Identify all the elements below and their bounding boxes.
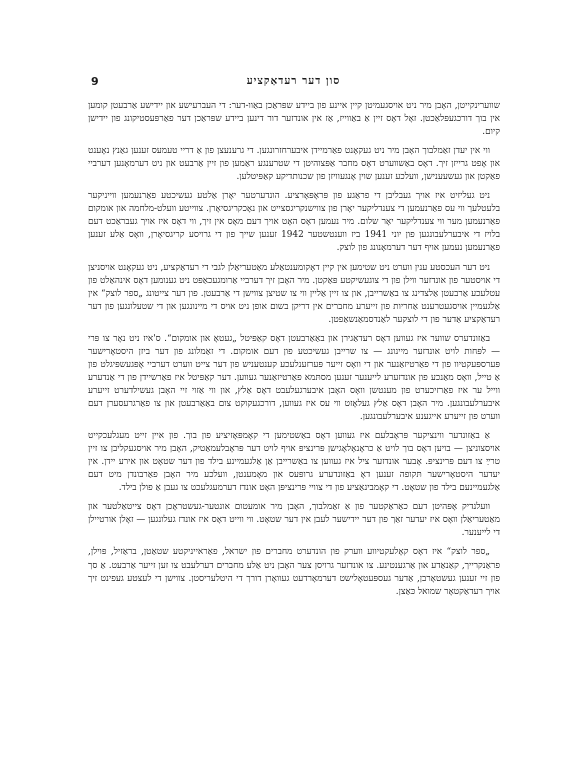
paragraph: ווי אין יעדן זאַמלבוך האָבן מיר ניט געקאָנט פאַרמיידן איבערחזרונגען. די גרענעצן פון אַ דריי טעמעס זענען גאַנץ נאָענט און אָפט גרייזן זיך. דאָס באַשווערט דאָס מחבר אַפּצוהיטן די שטרענגע ראַמען פון זיין אַרבעט און ניט דערמאָנען דערביי פאַקטן און געשעענישן, וועלכע זענען שוין אָנגעוויזן פון שכנותדיקע קאַפּיטלען. xyxy=(88,146,500,183)
paragraph: שווערינקייטן, האָבן מיר ניט אויסגעמיטן קיין איינע פון ביידע שפּראַכן באַוו-דער: די העברעישע און יידישע אַרבעטן קומען אין בוך דורכגעפּלאַכטן. זאָל דאָס זיין אַ באַווייז, אַז אין אונדזער דור דינען ביידע שפּראַכן דער פאַרפּעסטיקונג פון יידישן קיום. xyxy=(88,101,500,138)
running-head: סון דער רעדאַקציע xyxy=(246,75,341,87)
paragraph: „ספר לוצק“ איז דאָס קאָלעקטיווע ווערק פון הונדערט מחברים פון ישראל, פאַראייניקטע שטאַטן, בראַזיל, פּוילן, פראַנקרייך, קאַנאַדע און אַרגענטינע. צו אונדזער גרויסן צער האָבן ניט אַלע מחברים דערלעבט צו זען זייער אַרבעט. אַ סך פון זיי זענען געשטאָרבן, אַדער געספּעטאָלישט דערמאָרדעט געוואָרן דורך די היטלעריסטן. צווישן די לעצטע געפינט זיך אויך רעדאַקטאָר שמואל כּאַצן. xyxy=(88,547,500,597)
body-text xyxy=(88,100,500,605)
paragraph: אַ באַזונדער ווינציקער פּראָבלעם איז געווען דאָס באַשטימען די קאָמפּאָזיציע פון בוך. פון איין זייט מעגלעכקייט אויסצוניצן — בויען דאָס בוך לויט אַ כראָנאָלאָגישן פּרינציפּ אויף לויט דער פּראָבלעמאַטיק, האָבן מיר אויסגעקליבן צו זיין טרײַ צו דעם פּרינציפּ. אָבער אונדזער ציל איז געווען צו באַשרייבן אַן אַלגעמיינע בילד פון דער שטאָט און אירע יידן. אין יעדער היסטאָרישער תּקופה זענען דאָ באַזונדערע גרופּעס און מאָמענטן, וועלכע מיר האָבן פאַרבונדן מיט דעם אַלגעמיינעם בילד פון שטאָט. די קאָמבינאַציע פון די צוויי פּרינציפּן האָט אונדז דערמעגלעכט צו געבן אַ פולן בילד. xyxy=(88,431,500,494)
paragraph: באַזונדערס שווער איז געווען דאָס רעדאַגירן און באַאַרבעטן דאָס קאַפּיטל „געטאָ און אומקום“. ס'איז ניט נאָר צו פּרי — לפּחות לויט אונדזער מיינונג — צו שרייבן געשיכטע פון דעם אומקום. די זאַמלונג פון דער ביזן היסטאָרישער פּערספּעקטיוו פון די פאַרטיזאַנער און די וואָס זייער פּערזענלעכע קענטעניש פון דער צייט ווערט דערביי אָפּגעשפּיגלט פון אַ טייל, וואָס מאַנכע פון אונדזערע לייענער זענען מסתּמא פאַרטיזאַנער געווען. דער קאַפּיטל איז פאַרשיידן פון די אַנדערע ווייל ער איז פאַרזיכערט פון מענטשן וואָס האָבן איבערגעלעבט דאָס אַלץ, און ווי אַזוי זיי האָבן געשילדערט זייערע איבערלעבונגען. מיר האָבן דאָס אַלץ געלאָזט ווי עס איז געווען, דורכגעקוקט צום באַאַרבעטן און צו פאַרגרעסערן דעם ווערט פון זייערע אייגענע איבערלעבונגען. xyxy=(88,333,500,423)
paragraph: ניט דער העכסטע ענין ווערט ניט שטימען אין קיין דאָקומענטאַלע מאַטעריאַלן לגבי די רעדאַקציע, ניט געקאָנט אויסניצן די אויסטער פון אונדזער ווילן פון די צוגעשיקטע פּאַקטן. מיר האָבן זיך דערביי אַרומגעכאַפּט ניט גענומען דאָס אינהאַלט פון עטלעכע אַרבעטן אַלצדינג צו באַשרייבן, און צו זיין אַליין ווי צו שטיצן צווישן די אַרבעטן. פון דער צייטונג „ספר לוצק“ אין אַלגעמיין אויסגעטרענט אַחריות פון זייערע מחברים אין דריקן בשום אופן ניט אויס די מיינונגען און די שטעלונגען פון דער רעדאַקציע אַדער פון די לוצקער לאַנדסמאַנשאַפטן. xyxy=(88,262,500,325)
page-number: 9 xyxy=(91,75,99,88)
paragraph: ניט געליזיט איז אויך געבליבן די פראַגע פון פּראָפּאָרציע. הונדערטער יאָרן אַלטע געשיכטע פאַרנעמען ווייניקער בלעטלעך ווי עס פאַרנעמען די צענדליקער יאָרן פון צווישנקריגסצייט און נאָכקריגסיאָרן. צווייטע וועלט-מלחמה און אומקום פאַרנעמען מער ווי צענדליקער יאָר שלום. מיר נעמען דאָס האָט אויך דעם מאָס אין זיך, ווי דאָס איז אויך געבראַכט דעם בלויז די איבערלעבונגען פון יוני 1941 ביז ווענטשטער 1942 זענען שייך פון די גרויסע קריגסיאָרן, וואָס אַלע זענען פאַרנעמען נעמען אויף דער דערמאָנונג פון לוצק. xyxy=(88,191,501,254)
paragraph: וועלנדיק אָפּהיטן דעם כאַראַקטער פון אַ זאַמלבוך, האָבן מיר אומעטום אונטער-געשטראָכן דאָס צייטאַלטער און מאַטעריאַלן וואָס איז יעדער זאַך פון דער יידישער לעבן אין דער שטאָט. ווי ווייט דאָס איז אונדז געלונגען — זאָלן אורטיילן די לייענער. xyxy=(88,502,500,539)
